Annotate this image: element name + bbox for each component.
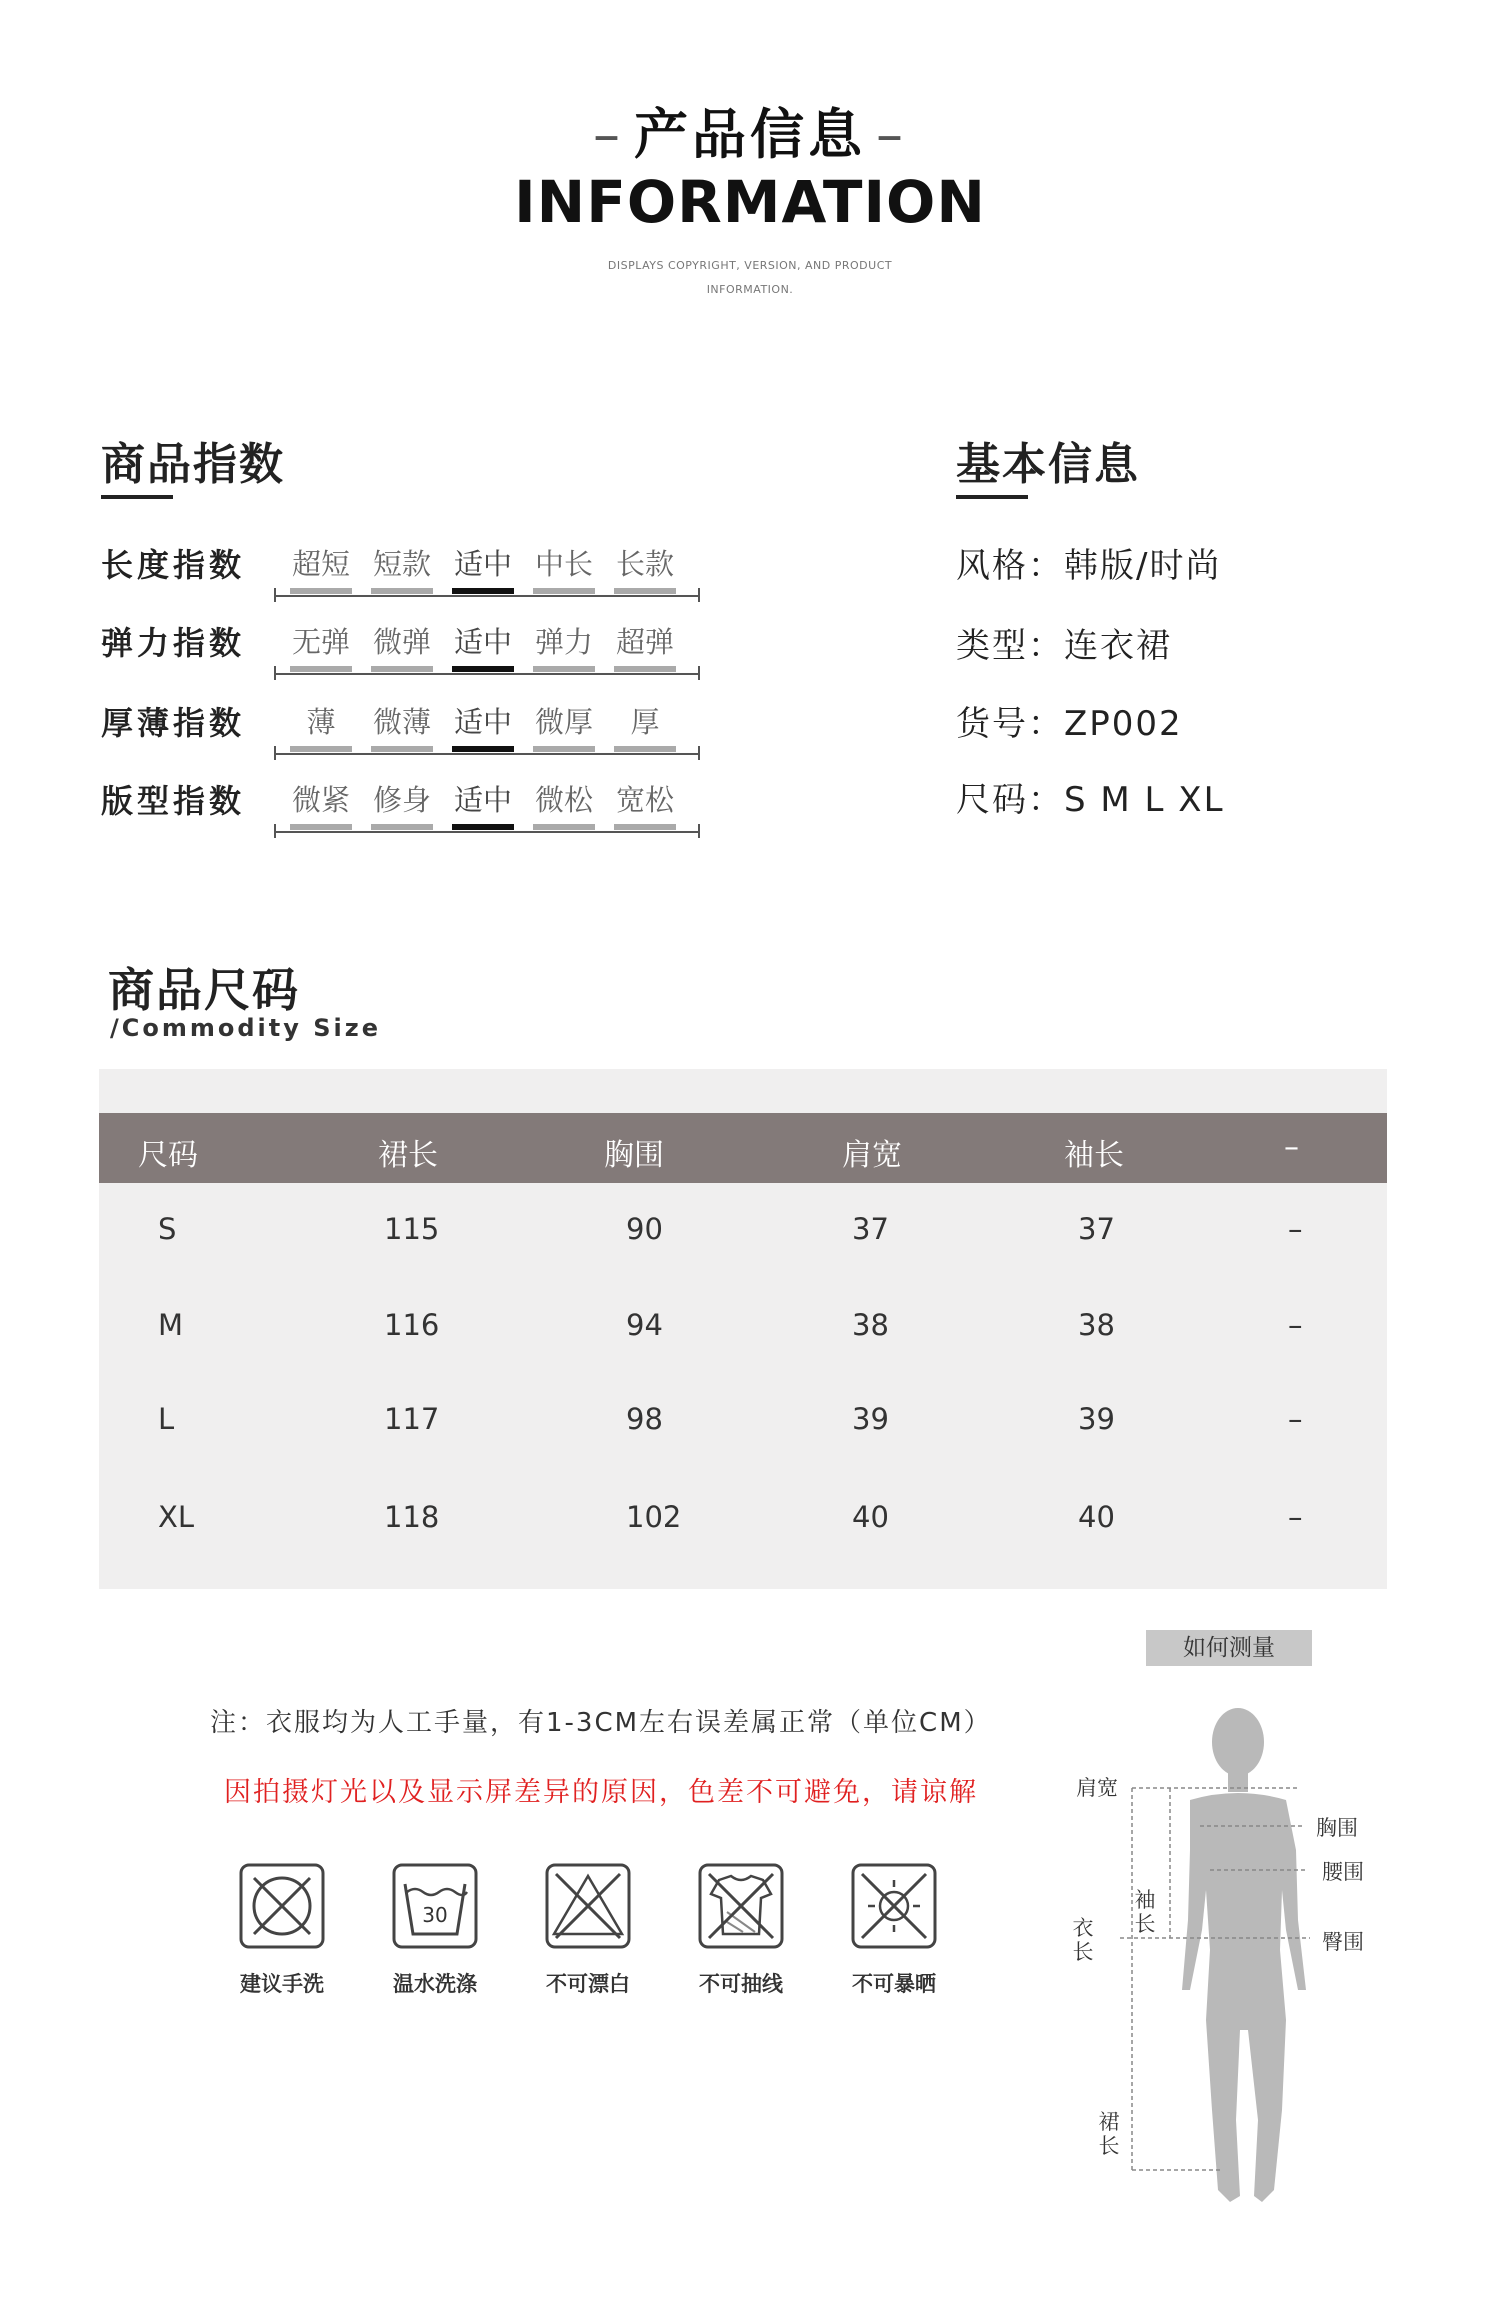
index-row-label: 版型指数 xyxy=(101,782,246,820)
index-option: 无弹 xyxy=(291,625,350,659)
index-option: 适中 xyxy=(453,783,512,817)
measure-label-length: 衣长 xyxy=(1072,1916,1094,1964)
index-axis-tick xyxy=(698,824,700,838)
index-row-label: 弹力指数 xyxy=(101,624,246,662)
care-label-hand-wash: 建议手洗 xyxy=(240,1972,324,1996)
size-table-header-cell: 胸围 xyxy=(604,1138,664,1173)
measure-label-sleeve: 袖长 xyxy=(1134,1888,1156,1936)
index-row-label: 厚薄指数 xyxy=(101,704,246,742)
basic-info-type: 类型：连衣裙 xyxy=(956,626,1172,666)
color-difference-note: 因拍摄灯光以及显示屏差异的原因，色差不可避免，请谅解 xyxy=(224,1777,978,1808)
size-table-cell: 37 xyxy=(1078,1212,1115,1246)
index-option: 长款 xyxy=(615,547,674,581)
basic-info-style: 风格：韩版/时尚 xyxy=(956,546,1222,586)
commodity-size-subtitle: /Commodity Size xyxy=(110,1014,382,1042)
size-table-cell: – xyxy=(1288,1500,1303,1534)
size-table-cell: 116 xyxy=(384,1308,440,1342)
size-table-cell: XL xyxy=(158,1500,195,1534)
index-segment xyxy=(533,746,595,752)
basic-info-title: 基本信息 xyxy=(956,439,1140,490)
measure-label-waist: 腰围 xyxy=(1322,1860,1364,1884)
measure-label-hip: 臀围 xyxy=(1322,1930,1364,1954)
basic-info-underline xyxy=(956,495,1028,499)
index-segment xyxy=(290,824,352,830)
index-segment xyxy=(614,588,676,594)
no-pull-thread-icon xyxy=(697,1862,785,1950)
size-table-cell: 102 xyxy=(626,1500,682,1534)
index-axis xyxy=(274,753,700,755)
size-table-cell: 118 xyxy=(384,1500,440,1534)
size-table-cell: – xyxy=(1288,1308,1303,1342)
product-index-underline xyxy=(101,495,173,499)
index-segment xyxy=(533,666,595,672)
index-option: 薄 xyxy=(306,705,336,739)
size-table-cell: 39 xyxy=(1078,1402,1115,1436)
index-axis xyxy=(274,831,700,833)
size-table-cell: M xyxy=(158,1308,184,1342)
index-option: 宽松 xyxy=(615,783,674,817)
size-table-cell: L xyxy=(158,1402,175,1436)
index-axis-tick xyxy=(698,666,700,680)
index-segment xyxy=(371,746,433,752)
size-table-header-cell: 尺码 xyxy=(138,1138,198,1173)
index-segment-selected xyxy=(452,588,514,594)
index-segment xyxy=(614,666,676,672)
index-option: 超弹 xyxy=(615,625,674,659)
care-label-no-pull-thread: 不可抽线 xyxy=(699,1972,783,1996)
care-label-no-bleach: 不可漂白 xyxy=(546,1972,630,1996)
index-option: 微厚 xyxy=(534,705,593,739)
index-option: 厚 xyxy=(630,705,660,739)
size-table-header-cell: 袖长 xyxy=(1064,1138,1124,1173)
title-dash-right: – xyxy=(876,103,907,166)
size-table-cell: – xyxy=(1288,1402,1303,1436)
product-index-title: 商品指数 xyxy=(101,439,285,490)
size-table-cell: 98 xyxy=(626,1402,663,1436)
index-segment xyxy=(371,588,433,594)
index-option: 适中 xyxy=(453,705,512,739)
warm-water-30-icon xyxy=(391,1862,479,1950)
body-silhouette xyxy=(1182,1708,1306,2202)
index-option: 微紧 xyxy=(291,783,350,817)
size-table-cell: – xyxy=(1288,1212,1303,1246)
size-table-cell: 40 xyxy=(1078,1500,1115,1534)
size-table-cell: 94 xyxy=(626,1308,663,1342)
size-table-cell: 37 xyxy=(852,1212,889,1246)
measure-label-chest: 胸围 xyxy=(1316,1816,1358,1840)
hand-wash-icon xyxy=(238,1862,326,1950)
index-segment xyxy=(290,746,352,752)
index-segment xyxy=(371,824,433,830)
index-option: 微松 xyxy=(534,783,593,817)
index-segment-selected xyxy=(452,746,514,752)
index-segment-selected xyxy=(452,824,514,830)
how-to-measure-badge: 如何测量 xyxy=(1146,1630,1312,1666)
care-label-warm-water: 温水洗涤 xyxy=(393,1972,477,1996)
index-option: 修身 xyxy=(372,783,431,817)
size-table-header-cell: 肩宽 xyxy=(842,1138,902,1173)
index-option: 中长 xyxy=(534,547,593,581)
size-table-header-cell: 裙长 xyxy=(378,1138,438,1173)
index-option: 微弹 xyxy=(372,625,431,659)
index-option: 适中 xyxy=(453,625,512,659)
size-table-cell: 90 xyxy=(626,1212,663,1246)
size-table-header xyxy=(99,1113,1387,1183)
index-option: 超短 xyxy=(291,547,350,581)
index-row-label: 长度指数 xyxy=(101,546,246,584)
index-axis xyxy=(274,595,700,597)
size-table-cell: 40 xyxy=(852,1500,889,1534)
size-table-cell: 115 xyxy=(384,1212,440,1246)
index-option: 适中 xyxy=(453,547,512,581)
header-subtitle-line2: INFORMATION. xyxy=(706,283,794,296)
header-title-cn-text: 产品信息 xyxy=(634,103,866,166)
index-axis-tick xyxy=(274,824,276,838)
title-dash-left: – xyxy=(593,103,624,166)
header-subtitle-line1: DISPLAYS COPYRIGHT, VERSION, AND PRODUCT xyxy=(607,259,893,272)
size-table-cell: 117 xyxy=(384,1402,440,1436)
size-table-header-cell: – xyxy=(1284,1130,1299,1165)
index-segment-selected xyxy=(452,666,514,672)
care-temp-text: 30 xyxy=(422,1903,448,1927)
index-axis xyxy=(274,673,700,675)
measure-label-skirt: 裙长 xyxy=(1098,2110,1120,2158)
index-segment xyxy=(533,588,595,594)
header-title-en: INFORMATION xyxy=(514,168,986,236)
index-segment xyxy=(371,666,433,672)
basic-info-sizes: 尺码：S M L XL xyxy=(956,780,1225,820)
index-segment xyxy=(614,746,676,752)
commodity-size-title: 商品尺码 xyxy=(108,963,300,1017)
measurement-note: 注：衣服均为人工手量，有1-3CM左右误差属正常（单位CM） xyxy=(210,1708,992,1738)
size-table-cell: 38 xyxy=(1078,1308,1115,1342)
index-option: 短款 xyxy=(372,547,431,581)
care-label-no-sun-dry: 不可暴晒 xyxy=(852,1972,936,1996)
index-option: 微薄 xyxy=(372,705,431,739)
index-segment xyxy=(290,588,352,594)
no-sun-dry-icon xyxy=(850,1862,938,1950)
size-table-cell: S xyxy=(158,1212,177,1246)
index-axis-tick xyxy=(274,746,276,760)
index-segment xyxy=(290,666,352,672)
header-subtitle xyxy=(560,254,940,302)
header-title-cn xyxy=(0,92,1500,169)
index-segment xyxy=(533,824,595,830)
index-axis-tick xyxy=(698,746,700,760)
size-table-cell: 38 xyxy=(852,1308,889,1342)
index-segment xyxy=(614,824,676,830)
basic-info-sku: 货号：ZP002 xyxy=(956,704,1183,744)
index-axis-tick xyxy=(274,666,276,680)
measure-label-shoulder: 肩宽 xyxy=(1076,1776,1118,1800)
index-option: 弹力 xyxy=(534,625,593,659)
index-axis-tick xyxy=(698,588,700,602)
index-axis-tick xyxy=(274,588,276,602)
no-bleach-icon xyxy=(544,1862,632,1950)
size-table-cell: 39 xyxy=(852,1402,889,1436)
